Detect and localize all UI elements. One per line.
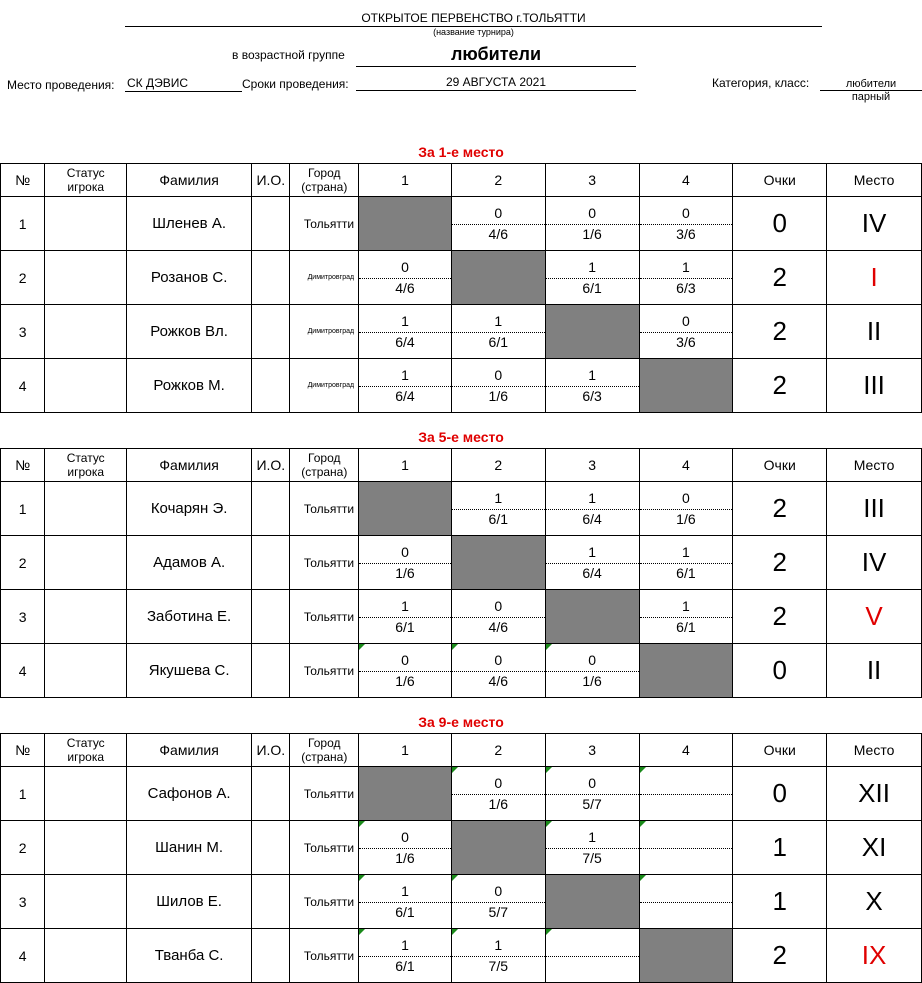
match-result-cell <box>451 644 545 698</box>
player-place: III <box>827 359 922 413</box>
match-games: 3/6 <box>676 334 696 350</box>
player-city: Тольятти <box>290 875 359 929</box>
player-city: Тольятти <box>290 929 359 983</box>
match-result-cell <box>545 821 639 875</box>
match-games: 1/6 <box>395 850 415 866</box>
results-table <box>0 733 922 983</box>
match-games: 6/4 <box>582 565 602 581</box>
match-games: 4/6 <box>488 673 509 689</box>
player-number: 3 <box>1 590 45 644</box>
match-score: 0 <box>640 203 733 225</box>
player-city: Тольятти <box>290 821 359 875</box>
col-city-header-line2: (страна) <box>301 750 348 764</box>
player-points: 2 <box>733 251 827 305</box>
player-city: Тольятти <box>290 644 359 698</box>
match-score: 1 <box>359 881 451 903</box>
match-score: 0 <box>546 650 639 672</box>
col-status-header-line2: игрока <box>67 465 105 479</box>
match-games: 6/3 <box>582 388 602 404</box>
col-place-header: Место <box>827 164 922 197</box>
col-num-header: № <box>1 449 45 482</box>
player-points: 0 <box>733 767 827 821</box>
match-result-cell <box>359 251 452 305</box>
table-header-row <box>1 734 922 767</box>
player-points: 2 <box>733 359 827 413</box>
match-games: 4/6 <box>395 280 415 296</box>
player-initials <box>252 359 290 413</box>
col-2-header: 2 <box>451 449 545 482</box>
player-points: 1 <box>733 821 827 875</box>
match-games: 7/5 <box>488 958 509 974</box>
player-initials <box>252 590 290 644</box>
player-status <box>45 590 127 644</box>
match-result-cell <box>451 305 545 359</box>
player-row <box>1 875 922 929</box>
match-score <box>640 827 733 849</box>
match-result-cell <box>545 251 639 305</box>
player-number: 2 <box>1 536 45 590</box>
col-surname-header: Фамилия <box>127 449 252 482</box>
col-status-header <box>45 449 127 482</box>
player-number: 3 <box>1 305 45 359</box>
blocked-cell <box>545 590 639 644</box>
match-result-cell <box>639 767 733 821</box>
match-score <box>640 773 733 795</box>
match-games: 6/1 <box>488 511 509 527</box>
player-points: 2 <box>733 305 827 359</box>
player-surname: Шилов Е. <box>127 875 252 929</box>
player-number: 3 <box>1 875 45 929</box>
player-number: 4 <box>1 359 45 413</box>
player-status <box>45 359 127 413</box>
match-score: 0 <box>452 881 545 903</box>
col-status-header <box>45 164 127 197</box>
blocked-cell <box>451 536 545 590</box>
match-games: 6/1 <box>676 619 696 635</box>
match-score: 0 <box>546 203 639 225</box>
col-points-header: Очки <box>733 734 827 767</box>
player-number: 2 <box>1 251 45 305</box>
age-group-value: любители <box>356 42 636 67</box>
col-city-header <box>290 734 359 767</box>
col-num-header: № <box>1 734 45 767</box>
player-surname: Якушева С. <box>127 644 252 698</box>
blocked-cell <box>359 767 452 821</box>
venue-value: СК ДЭВИС <box>125 76 242 92</box>
player-initials <box>252 197 290 251</box>
table-header-row <box>1 449 922 482</box>
match-result-cell <box>545 536 639 590</box>
col-points-header: Очки <box>733 164 827 197</box>
blocked-cell <box>359 197 452 251</box>
col-status-header-line2: игрока <box>67 180 105 194</box>
match-score: 0 <box>359 257 451 279</box>
player-surname: Кочарян Э. <box>127 482 252 536</box>
player-initials <box>252 929 290 983</box>
player-surname: Рожков М. <box>127 359 252 413</box>
match-score: 0 <box>359 650 451 672</box>
col-place-header: Место <box>827 734 922 767</box>
match-games: 6/1 <box>582 280 602 296</box>
player-row <box>1 644 922 698</box>
match-games: 4/6 <box>488 226 509 242</box>
player-points: 2 <box>733 590 827 644</box>
player-initials <box>252 875 290 929</box>
player-row <box>1 197 922 251</box>
match-score: 0 <box>452 365 545 387</box>
match-result-cell <box>359 305 452 359</box>
match-games: 3/6 <box>676 226 696 242</box>
player-initials <box>252 482 290 536</box>
match-score: 1 <box>640 542 733 564</box>
blocked-cell <box>639 359 733 413</box>
player-status <box>45 251 127 305</box>
match-games: 6/4 <box>582 511 602 527</box>
match-score: 1 <box>546 542 639 564</box>
dates-value: 29 АВГУСТА 2021 <box>356 74 636 91</box>
col-initials-header: И.О. <box>252 164 290 197</box>
match-result-cell <box>545 197 639 251</box>
player-city: Димитровград <box>290 305 359 359</box>
match-score: 1 <box>359 365 451 387</box>
match-result-cell <box>639 536 733 590</box>
col-status-header-line1: Статус <box>66 451 105 465</box>
match-games: 1/6 <box>488 796 509 812</box>
blocked-cell <box>545 305 639 359</box>
match-result-cell <box>639 482 733 536</box>
match-result-cell <box>359 359 452 413</box>
player-city: Димитровград <box>290 251 359 305</box>
match-score: 1 <box>546 827 639 849</box>
col-1-header: 1 <box>359 449 452 482</box>
player-initials <box>252 305 290 359</box>
match-result-cell <box>639 197 733 251</box>
col-2-header: 2 <box>451 734 545 767</box>
player-status <box>45 644 127 698</box>
player-status <box>45 197 127 251</box>
match-games: 1/6 <box>395 673 415 689</box>
col-3-header: 3 <box>545 164 639 197</box>
player-surname: Розанов С. <box>127 251 252 305</box>
player-row <box>1 359 922 413</box>
player-row <box>1 929 922 983</box>
player-place: IV <box>827 197 922 251</box>
match-result-cell <box>639 821 733 875</box>
player-initials <box>252 821 290 875</box>
match-score: 1 <box>452 488 545 510</box>
col-city-header-line1: Город <box>308 166 341 180</box>
player-row <box>1 767 922 821</box>
match-result-cell <box>639 590 733 644</box>
player-place: X <box>827 875 922 929</box>
col-num-header: № <box>1 164 45 197</box>
player-points: 2 <box>733 482 827 536</box>
blocked-cell <box>545 875 639 929</box>
match-score: 0 <box>452 203 545 225</box>
match-games: 1/6 <box>488 388 509 404</box>
player-points: 0 <box>733 644 827 698</box>
col-status-header <box>45 734 127 767</box>
match-games: 6/1 <box>395 958 415 974</box>
player-points: 2 <box>733 536 827 590</box>
match-result-cell <box>359 929 452 983</box>
match-result-cell <box>545 767 639 821</box>
col-place-header: Место <box>827 449 922 482</box>
player-status <box>45 929 127 983</box>
player-place: V <box>827 590 922 644</box>
match-result-cell <box>451 482 545 536</box>
match-score <box>546 935 639 957</box>
col-2-header: 2 <box>451 164 545 197</box>
player-number: 1 <box>1 482 45 536</box>
match-result-cell <box>639 251 733 305</box>
col-4-header: 4 <box>639 164 733 197</box>
match-score: 0 <box>359 542 451 564</box>
match-score: 1 <box>359 935 451 957</box>
category-value-line1: любители <box>820 78 922 91</box>
player-city: Димитровград <box>290 359 359 413</box>
player-place: XII <box>827 767 922 821</box>
results-table <box>0 163 922 413</box>
col-city-header-line1: Город <box>308 736 341 750</box>
match-result-cell <box>359 590 452 644</box>
player-surname: Адамов А. <box>127 536 252 590</box>
col-3-header: 3 <box>545 449 639 482</box>
player-status <box>45 767 127 821</box>
match-games: 1/6 <box>395 565 415 581</box>
player-points: 0 <box>733 197 827 251</box>
player-city: Тольятти <box>290 767 359 821</box>
player-surname: Шанин М. <box>127 821 252 875</box>
dates-label: Сроки проведения: <box>242 77 349 91</box>
category-value <box>820 78 922 103</box>
match-score: 0 <box>452 773 545 795</box>
player-place: I <box>827 251 922 305</box>
player-points: 2 <box>733 929 827 983</box>
col-points-header: Очки <box>733 449 827 482</box>
player-number: 1 <box>1 197 45 251</box>
player-number: 2 <box>1 821 45 875</box>
match-games: 1/6 <box>582 673 602 689</box>
player-row <box>1 590 922 644</box>
match-games: 7/5 <box>582 850 602 866</box>
blocked-cell <box>359 482 452 536</box>
col-city-header <box>290 449 359 482</box>
match-games: 6/4 <box>395 334 415 350</box>
section-title: За 9-е место <box>418 714 504 730</box>
match-score: 0 <box>546 773 639 795</box>
tournament-title: ОТКРЫТОЕ ПЕРВЕНСТВО г.ТОЛЬЯТТИ <box>125 10 822 27</box>
match-result-cell <box>639 875 733 929</box>
match-score <box>640 881 733 903</box>
col-1-header: 1 <box>359 164 452 197</box>
match-result-cell <box>451 359 545 413</box>
player-initials <box>252 644 290 698</box>
match-result-cell <box>359 821 452 875</box>
player-place: IX <box>827 929 922 983</box>
match-result-cell <box>359 644 452 698</box>
blocked-cell <box>451 251 545 305</box>
col-4-header: 4 <box>639 449 733 482</box>
player-row <box>1 482 922 536</box>
table-header-row <box>1 164 922 197</box>
match-score: 1 <box>546 488 639 510</box>
player-surname: Заботина Е. <box>127 590 252 644</box>
col-4-header: 4 <box>639 734 733 767</box>
match-games: 1/6 <box>582 226 602 242</box>
match-games: 6/1 <box>395 904 415 920</box>
match-score: 0 <box>452 596 545 618</box>
player-city: Тольятти <box>290 536 359 590</box>
match-games: 6/4 <box>395 388 415 404</box>
player-row <box>1 305 922 359</box>
category-label: Категория, класс: <box>712 76 810 90</box>
player-row <box>1 536 922 590</box>
player-initials <box>252 536 290 590</box>
player-place: III <box>827 482 922 536</box>
player-status <box>45 482 127 536</box>
col-1-header: 1 <box>359 734 452 767</box>
blocked-cell <box>639 644 733 698</box>
player-place: XI <box>827 821 922 875</box>
blocked-cell <box>639 929 733 983</box>
match-score: 1 <box>640 596 733 618</box>
col-city-header-line1: Город <box>308 451 341 465</box>
match-games: 5/7 <box>488 904 509 920</box>
player-surname: Рожков Вл. <box>127 305 252 359</box>
match-games: 4/6 <box>488 619 509 635</box>
match-games: 5/7 <box>582 796 602 812</box>
venue-label: Место проведения: <box>7 78 115 92</box>
match-score: 1 <box>359 596 451 618</box>
match-games: 6/1 <box>488 334 509 350</box>
player-status <box>45 821 127 875</box>
match-result-cell <box>451 590 545 644</box>
col-surname-header: Фамилия <box>127 164 252 197</box>
match-games: 6/3 <box>676 280 696 296</box>
col-city-header-line2: (страна) <box>301 180 348 194</box>
col-city-header-line2: (страна) <box>301 465 348 479</box>
match-result-cell <box>639 305 733 359</box>
results-table <box>0 448 922 698</box>
match-result-cell <box>451 875 545 929</box>
player-number: 4 <box>1 644 45 698</box>
player-surname: Тванба С. <box>127 929 252 983</box>
age-group-label: в возрастной группе <box>232 48 345 62</box>
player-status <box>45 305 127 359</box>
match-score: 1 <box>546 257 639 279</box>
match-score: 1 <box>359 311 451 333</box>
player-surname: Шленев А. <box>127 197 252 251</box>
player-place: II <box>827 305 922 359</box>
player-city: Тольятти <box>290 197 359 251</box>
section-title: За 5-е место <box>418 429 504 445</box>
player-number: 1 <box>1 767 45 821</box>
match-score: 1 <box>452 311 545 333</box>
match-result-cell <box>451 767 545 821</box>
tournament-title-caption: (название турнира) <box>433 27 514 37</box>
player-city: Тольятти <box>290 590 359 644</box>
col-3-header: 3 <box>545 734 639 767</box>
match-result-cell <box>359 875 452 929</box>
match-result-cell <box>545 644 639 698</box>
player-surname: Сафонов А. <box>127 767 252 821</box>
player-status <box>45 536 127 590</box>
match-score: 1 <box>546 365 639 387</box>
match-result-cell <box>545 929 639 983</box>
player-initials <box>252 251 290 305</box>
match-score: 0 <box>640 311 733 333</box>
player-status <box>45 875 127 929</box>
player-initials <box>252 767 290 821</box>
col-city-header <box>290 164 359 197</box>
match-games: 6/1 <box>676 565 696 581</box>
match-score: 1 <box>640 257 733 279</box>
section-title: За 1-е место <box>418 144 504 160</box>
col-status-header-line1: Статус <box>66 166 105 180</box>
blocked-cell <box>451 821 545 875</box>
match-result-cell <box>451 929 545 983</box>
match-score: 0 <box>359 827 451 849</box>
col-initials-header: И.О. <box>252 734 290 767</box>
player-points: 1 <box>733 875 827 929</box>
col-status-header-line2: игрока <box>67 750 105 764</box>
match-result-cell <box>359 536 452 590</box>
col-surname-header: Фамилия <box>127 734 252 767</box>
col-status-header-line1: Статус <box>66 736 105 750</box>
player-city: Тольятти <box>290 482 359 536</box>
match-score: 0 <box>452 650 545 672</box>
category-value-line2: парный <box>851 91 891 103</box>
match-result-cell <box>451 197 545 251</box>
player-row <box>1 251 922 305</box>
player-row <box>1 821 922 875</box>
match-score: 0 <box>640 488 733 510</box>
col-initials-header: И.О. <box>252 449 290 482</box>
match-score: 1 <box>452 935 545 957</box>
match-result-cell <box>545 482 639 536</box>
match-result-cell <box>545 359 639 413</box>
match-games: 6/1 <box>395 619 415 635</box>
player-place: II <box>827 644 922 698</box>
player-number: 4 <box>1 929 45 983</box>
match-games: 1/6 <box>676 511 696 527</box>
player-place: IV <box>827 536 922 590</box>
